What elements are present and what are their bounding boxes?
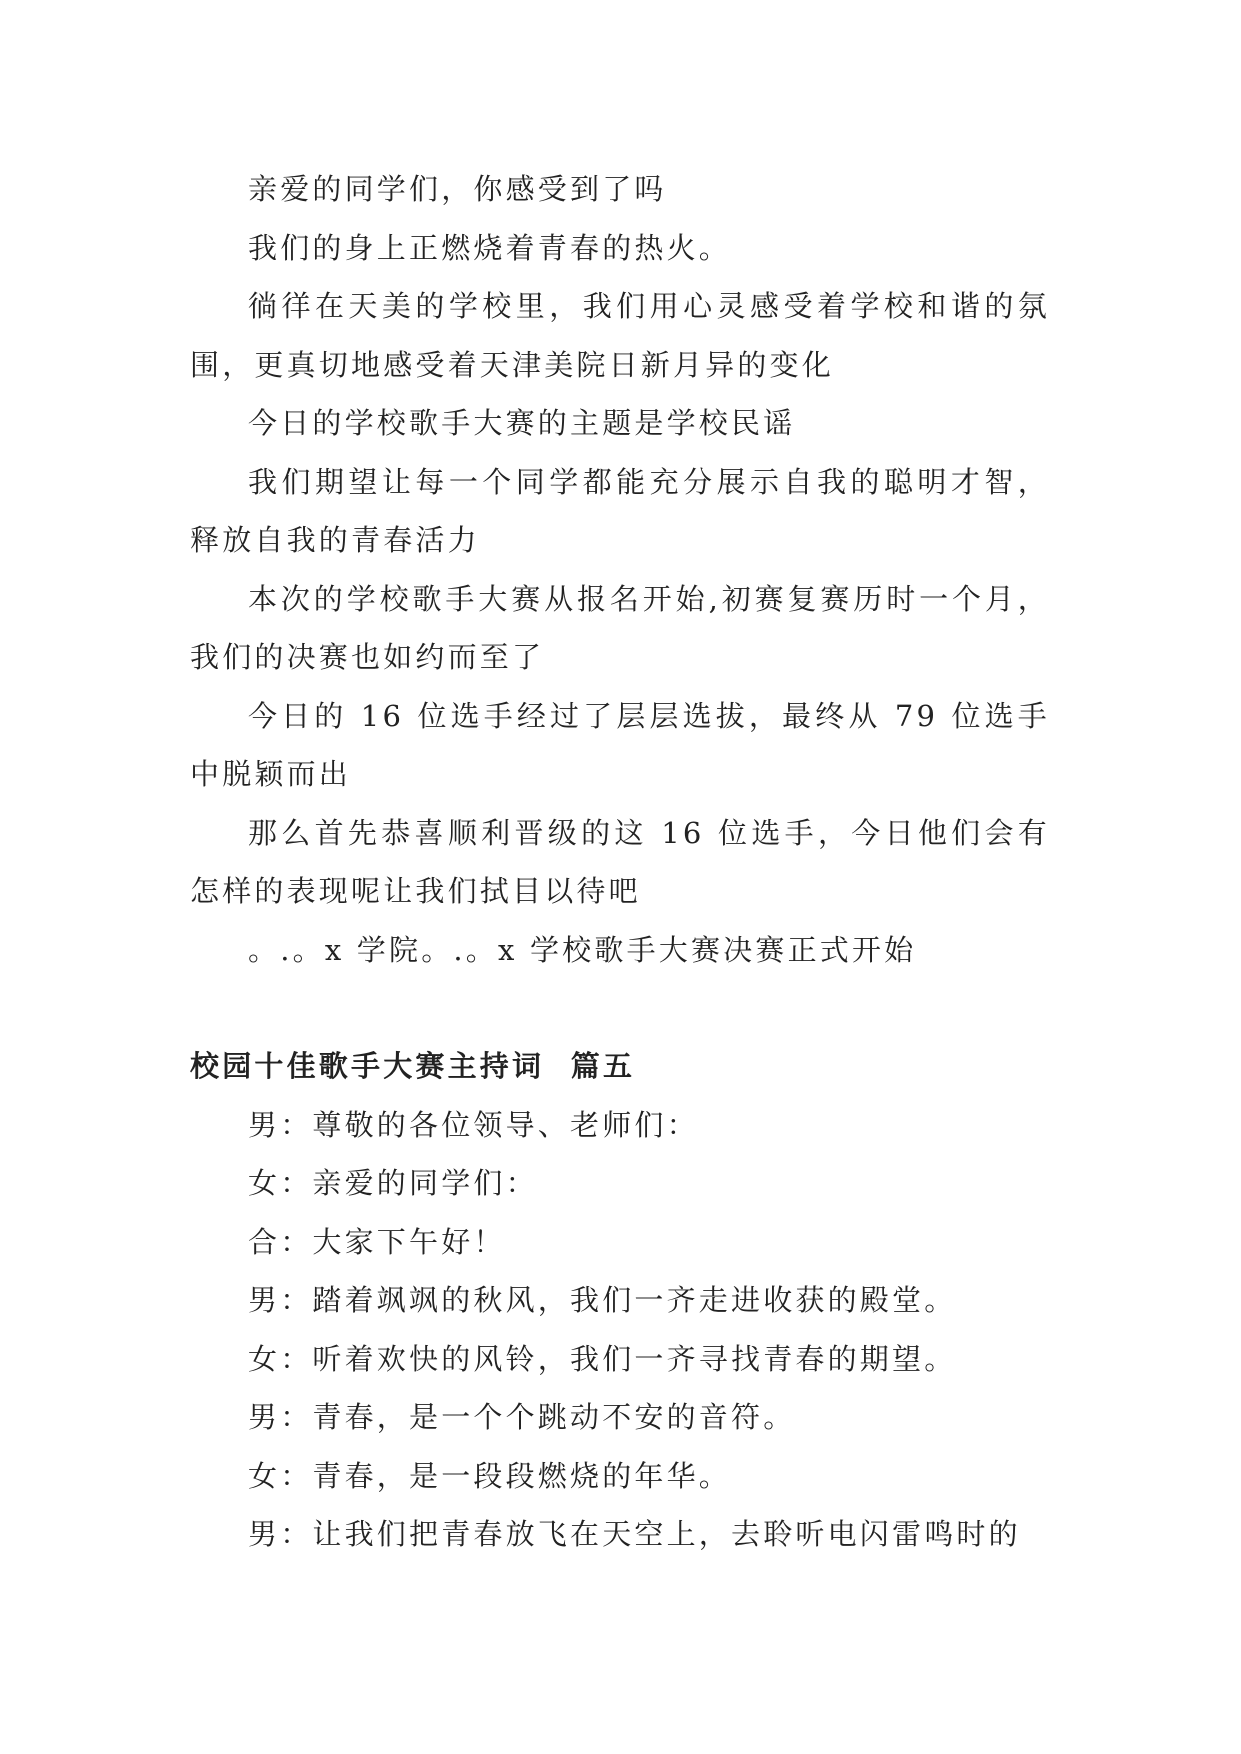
paragraph: 亲爱的同学们，你感受到了吗: [248, 172, 667, 206]
dialogue-line: 男：青春，是一个个跳动不安的音符。: [248, 1400, 796, 1434]
dialogue-line: 男：踏着飒飒的秋风，我们一齐走进收获的殿堂。: [248, 1283, 957, 1317]
paragraph: 我们的身上正燃烧着青春的热火。: [248, 230, 732, 265]
section-heading: 校园十佳歌手大赛主持词 篇五: [190, 1049, 636, 1083]
dialogue-line: 合：大家下午好！: [248, 1224, 506, 1259]
paragraph: 今日的学校歌手大赛的主题是学校民谣: [248, 406, 796, 440]
document-page: [190, 160, 1050, 1564]
paragraph: 那么首先恭喜顺利晋级的这 16 位选手，今日他们会有怎样的表现呢让我们拭目以待吧: [190, 815, 1050, 908]
dialogue-line: 男：尊敬的各位领导、老师们：: [248, 1107, 699, 1142]
paragraph: 徜徉在天美的学校里，我们用心灵感受着学校和谐的氛围，更真切地感受着天津美院日新月异的变化: [190, 289, 1050, 382]
paragraph: 。.。x 学院。.。x 学校歌手大赛决赛正式开始: [248, 932, 917, 967]
dialogue-line: 女：亲爱的同学们：: [248, 1166, 538, 1200]
paragraph: 今日的 16 位选手经过了层层选拔，最终从 79 位选手中脱颖而出: [190, 698, 1050, 791]
dialogue-line: 男：让我们把青春放飞在天空上，去聆听电闪雷鸣时的: [248, 1517, 1021, 1551]
dialogue-line: 女：听着欢快的风铃，我们一齐寻找青春的期望。: [248, 1341, 957, 1376]
dialogue-line: 女：青春，是一段段燃烧的年华。: [248, 1458, 732, 1493]
paragraph: 我们期望让每一个同学都能充分展示自我的聪明才智，释放自我的青春活力: [190, 464, 1050, 557]
paragraph: 本次的学校歌手大赛从报名开始,初赛复赛历时一个月，我们的决赛也如约而至了: [190, 581, 1050, 674]
